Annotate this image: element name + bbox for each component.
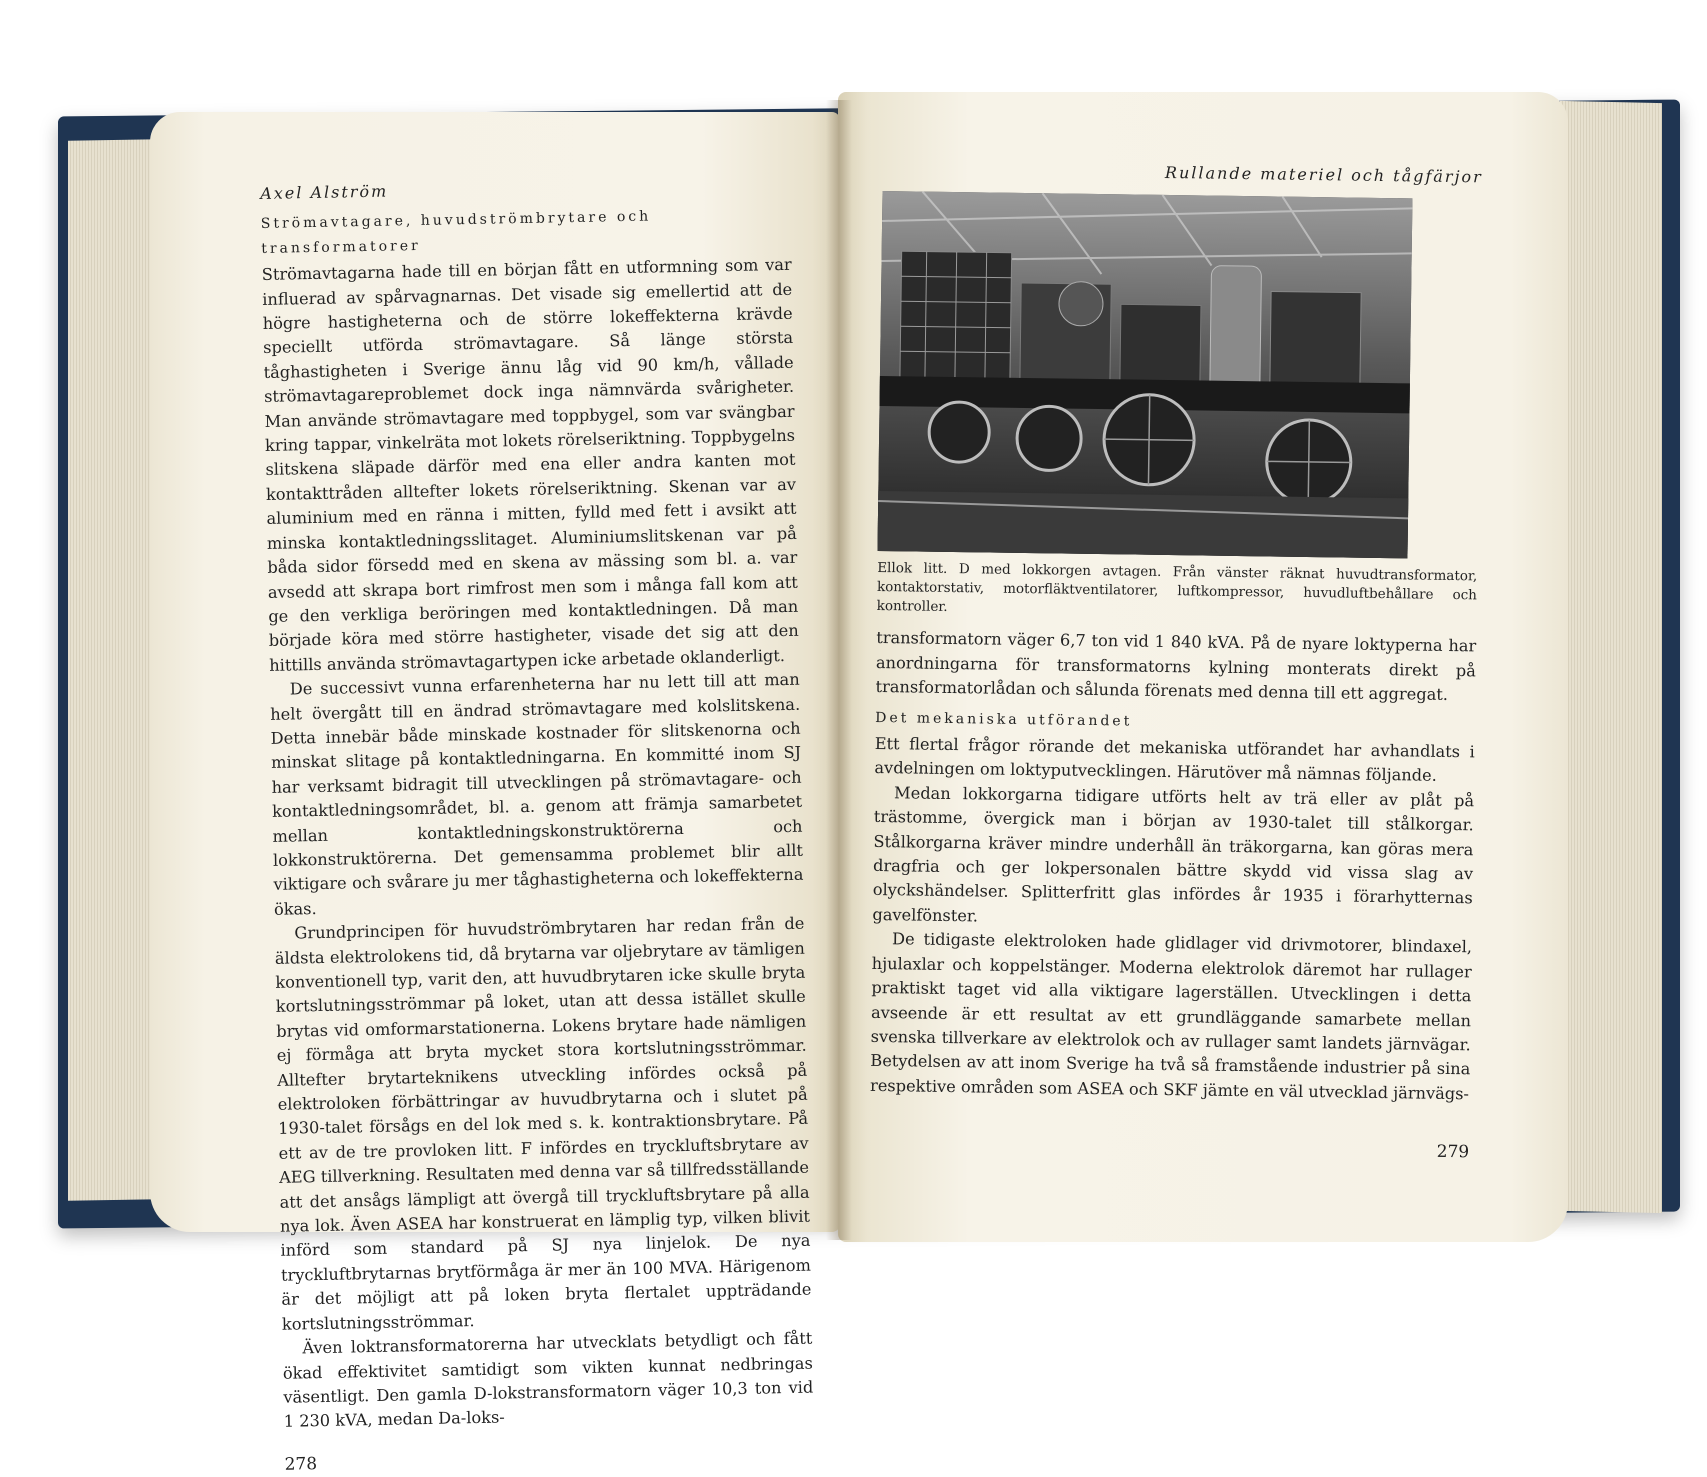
section-heading-right: Det mekaniska utförandet bbox=[875, 709, 1133, 730]
locomotive-illustration bbox=[877, 191, 1412, 558]
paragraph: De successivt vunna erfarenheterna har nu lett till att man helt övergått till en ändrad strömavtagare med kolslitskena. Detta innebär både minskade kostnader för slitskenorna och minskat slitage på kontaktledningarna. En kommitté inom SJ har verksamt bidragit till utvecklingen på strömavtagare- och kontaktledningsområdet, bl. a. genom att främja samarbetet mellan kontaktledningskonstruktörerna och lokkonstruktörerna. Det gemensamma problemet blir allt viktigare och svårare ju mer tåghastigheterna och lokeffekterna ökas. bbox=[270, 669, 804, 919]
photo-caption: Ellok litt. D med lokkorgen avtagen. Från vänster räknat huvudtransformator, kontaktorstativ, motorfläktventilatorer, luftkompressor, huvudluftbehållare och kontroller. bbox=[876, 560, 1478, 616]
paragraph: transformatorn väger 6,7 ton vid 1 840 kVA. På de nyare loktyperna har anordningarna för transformatorns kylning monterats direkt på transformatorlådan och sålunda förenats med denna till ett aggregat. bbox=[875, 628, 1477, 705]
left-page bbox=[150, 112, 840, 1475]
paragraph: Medan lokkorgarna tidigare utförts helt av trä eller av plåt på trästomme, övergick man i början av 1930-talet till stålkorgar. Stålkorgarna kräver mindre underhåll än träkorgarna, kan göras mera dragfria och ger lokpersonalen bättre skydd vid vissa slag av olyckshändelser. Splitterfritt glas infördes år 1935 i förarhytternas gavelfönster. bbox=[872, 783, 1475, 926]
section-heading-left: Strömavtagare, huvudströmbrytare och transformatorer bbox=[260, 208, 652, 257]
left-page-text bbox=[260, 172, 815, 1477]
page-edges-right bbox=[1560, 101, 1662, 1213]
paragraph: Grundprincipen för huvudströmbrytaren har redan från de äldsta elektrolokens tid, då brytarna var oljebrytare av tämligen konventionell typ, varit den, att huvudbrytaren icke skulle bryta kortslutningsströmmar på loket, utan att dessa istället skulle brytas vid omformarstationerna. Lokens brytare hade nämligen ej förmåga att bryta mycket stora kortslutningsströmmar. Alltefter brytarteknikens utveckling infördes också på elektroloken förbättringar av huvudbrytarna och i slutet på 1930-talet försågs en del lok med s. k. kontraktionsbrytare. På ett av de tre provloken litt. F infördes en tryckluftsbrytare av AEG tillverkning. Resultaten med denna var så tillfredsställande att det ansågs lämpligt att övergå till tryckluftsbrytare på alla nya lok. Även ASEA har konstruerat en lämplig typ, vilken blivit införd som standard på SJ nya linjelok. De nya tryckluftbrytarnas brytförmåga är mer än 100 MVA. Härigenom är det möjligt att på loken bryta flertalet uppträdande kortslutningsströmmar. bbox=[274, 913, 812, 1334]
paragraph: Strömavtagarna hade till en början fått en utformning som var influerad av spårvagnarnas. Det visade sig emellertid att de högre hastigheterna och de större lokeffekterna krävde speciellt utförda strömavtagare. Så länge största tåghastigheten i Sverige ännu låg vid 90 km/h, vållade strömavtagareproblemet dock inga nämnvärda svårigheter. Man använde strömavtagare med toppbygel, som var svängbar kring tappar, vinkelräta mot lokets rörelseriktning. Toppbygelns slitskena släpade därför med ena eller andra kanten mot kontakttråden alltefter lokets rörelseriktning. Skenan var av aluminium med en ränna i mitten, fylld med fett i avsikt att minska kontaktledningsslitaget. Aluminiumslitskenan var på båda sidor försedd med en skena av mässing som bl. a. var avsedd att skrapa bort rimfrost men som i många fall kom att ge den verkliga beröringen med kontaktledningen. Då man började köra med större hastigheter, visade det sig att den hittills använda strömavtagartypen icke arbetade oklanderligt. bbox=[261, 255, 799, 675]
page-edges-left bbox=[68, 139, 158, 1201]
paragraph: De tidigaste elektroloken hade glidlager vid drivmotorer, blindaxel, hjulaxlar och koppelstänger. Moderna elektrolok däremot har rullager praktiskt taget vid alla viktigare lagerställen. Utvecklingen i detta avseende är ett resultat av ett grundläggande samarbete mellan svenska tillverkare av elektrolok och av rullager samt landets järnvägar. Betydelsen av att inom Sverige ha två så framstående industrier på sina respektive områden som ASEA och SKF jämte en väl utvecklad järnvägs- bbox=[869, 929, 1473, 1103]
locomotive-photo bbox=[877, 191, 1412, 558]
paragraph: Ett flertal frågor rörande det mekaniska utförandet har avhandlats i avdelningen om loktyputvecklingen. Härutöver må nämnas följande. bbox=[874, 733, 1475, 786]
paragraph: Även loktransformatorerna har utvecklats betydligt och fått ökad effektivitet samtidigt som vikten kunnat nedbringas väsentligt. Den gamla D-lokstransformatorn väger 10,3 ton vid 1 230 kVA, medan Da-loks- bbox=[282, 1328, 814, 1432]
right-page-text bbox=[869, 157, 1483, 1165]
page-number-left: 278 bbox=[284, 1453, 318, 1475]
book-gutter-shadow bbox=[826, 100, 852, 1240]
running-head-right: Rullande materiel och tågfärjor bbox=[1164, 162, 1483, 187]
right-page bbox=[838, 92, 1568, 1242]
running-head-left: Axel Alström bbox=[260, 181, 389, 203]
page-number-right: 279 bbox=[1436, 1141, 1470, 1163]
